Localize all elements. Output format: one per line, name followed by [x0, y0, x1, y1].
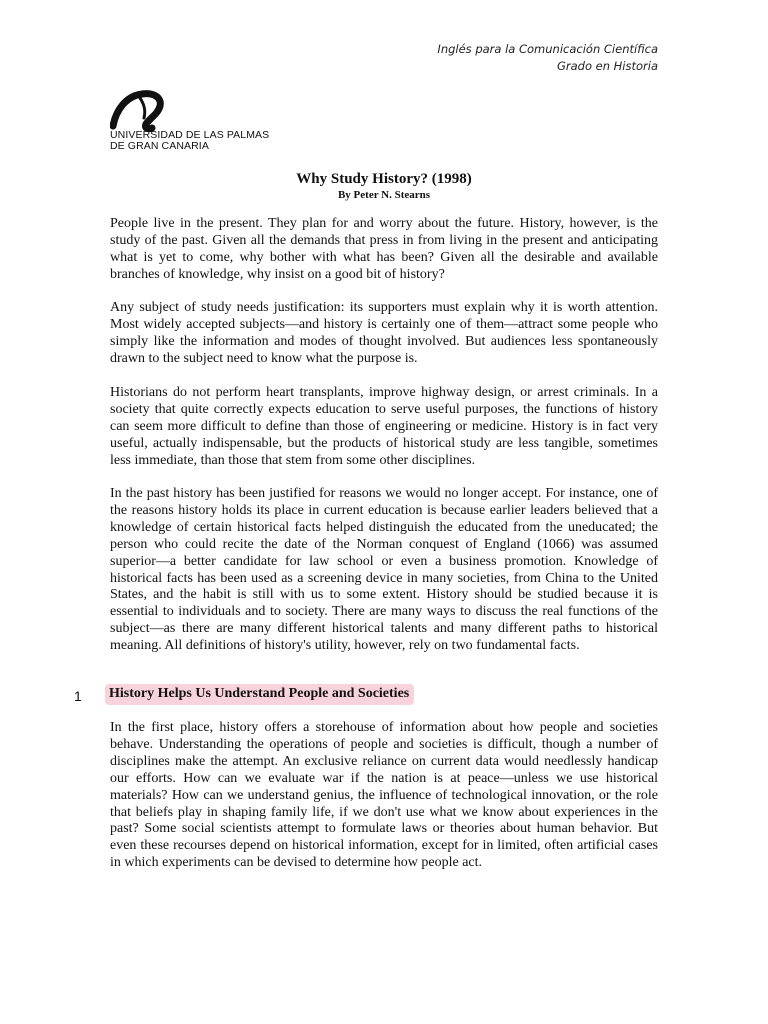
section-paragraph: In the first place, history offers a storehouse of information about how people and societies behave. Understanding the operations of people and societies is difficult, though a number of disciplines make the attempt. An exclusive reliance on current data would needlessly handicap our efforts. How can we evaluate war if the nation is at peace—unless we use historical materials? How can we understand genius, the influence of technological innovation, or the role that beliefs play in shaping family life, if we don't use what we know about experiences in the past? Some social scientists attempt to formulate laws or theories about human behavior. But even these recourses depend on historical information, except for in limited, often artificial cases in which experiments can be devised to determine how people act. [110, 720, 658, 871]
document-author: By Peter N. Stearns [337, 189, 431, 201]
paragraph-4: In the past history has been justified for reasons we would no longer accept. For instance, one of the reasons history holds its place in current education is because earlier leaders believed that a knowledge of certain historical facts helped distinguish the educated from the uneducated; the person who could recite the date of the Norman conquest of England (1066) was assumed superior—a better candidate for law school or even a business promotion. Knowledge of historical facts has been used as a screening device in many societies, from China to the United States, and the habit is still with us to some extent. History should be studied because it is essential to individuals and to society. There are many ways to discuss the real functions of the subject—as there are many different historical talents and many different paths to historical meaning. All definitions of history's utility, however, rely on two fundamental facts. [110, 486, 658, 654]
university-logo [110, 88, 280, 158]
degree-name: Grado en Historia [556, 59, 658, 73]
course-name: Inglés para la Comunicación Científica [437, 42, 658, 56]
university-emblem-icon [110, 88, 170, 132]
university-name-line-1: UNIVERSIDAD DE LAS PALMAS [110, 129, 270, 141]
course-header [437, 41, 658, 75]
section-number: 1 [74, 688, 82, 704]
paragraph-1: People live in the present. They plan for and worry about the future. History, however, is the study of the past. Given all the demands that press in from living in the present and anticipating what is yet to come, why bother with what has been? Given all the desirable and available branches of knowledge, why insist on a good bit of history? [110, 216, 658, 282]
paragraph-2: Any subject of study needs justification: its supporters must explain why it is worth attention. Most widely accepted subjects—and history is certainly one of them—attract some people who simply like the information and modes of thought involved. But audiences less spontaneously drawn to the subject need to know what the purpose is. [110, 300, 658, 366]
university-name [110, 130, 269, 152]
section-heading: History Helps Us Understand People and Societies [105, 684, 414, 705]
paragraph-3: Historians do not perform heart transplants, improve highway design, or arrest criminals. In a society that quite correctly expects education to serve useful purposes, the functions of history can seem more difficult to define than those of engineering or medicine. History is in fact very useful, actually indispensable, but the products of historical study are less tangible, sometimes less immediate, than those that stem from some other disciplines. [110, 385, 658, 468]
university-name-line-2: DE GRAN CANARIA [110, 140, 209, 152]
document-title: Why Study History? (1998) [296, 171, 472, 187]
